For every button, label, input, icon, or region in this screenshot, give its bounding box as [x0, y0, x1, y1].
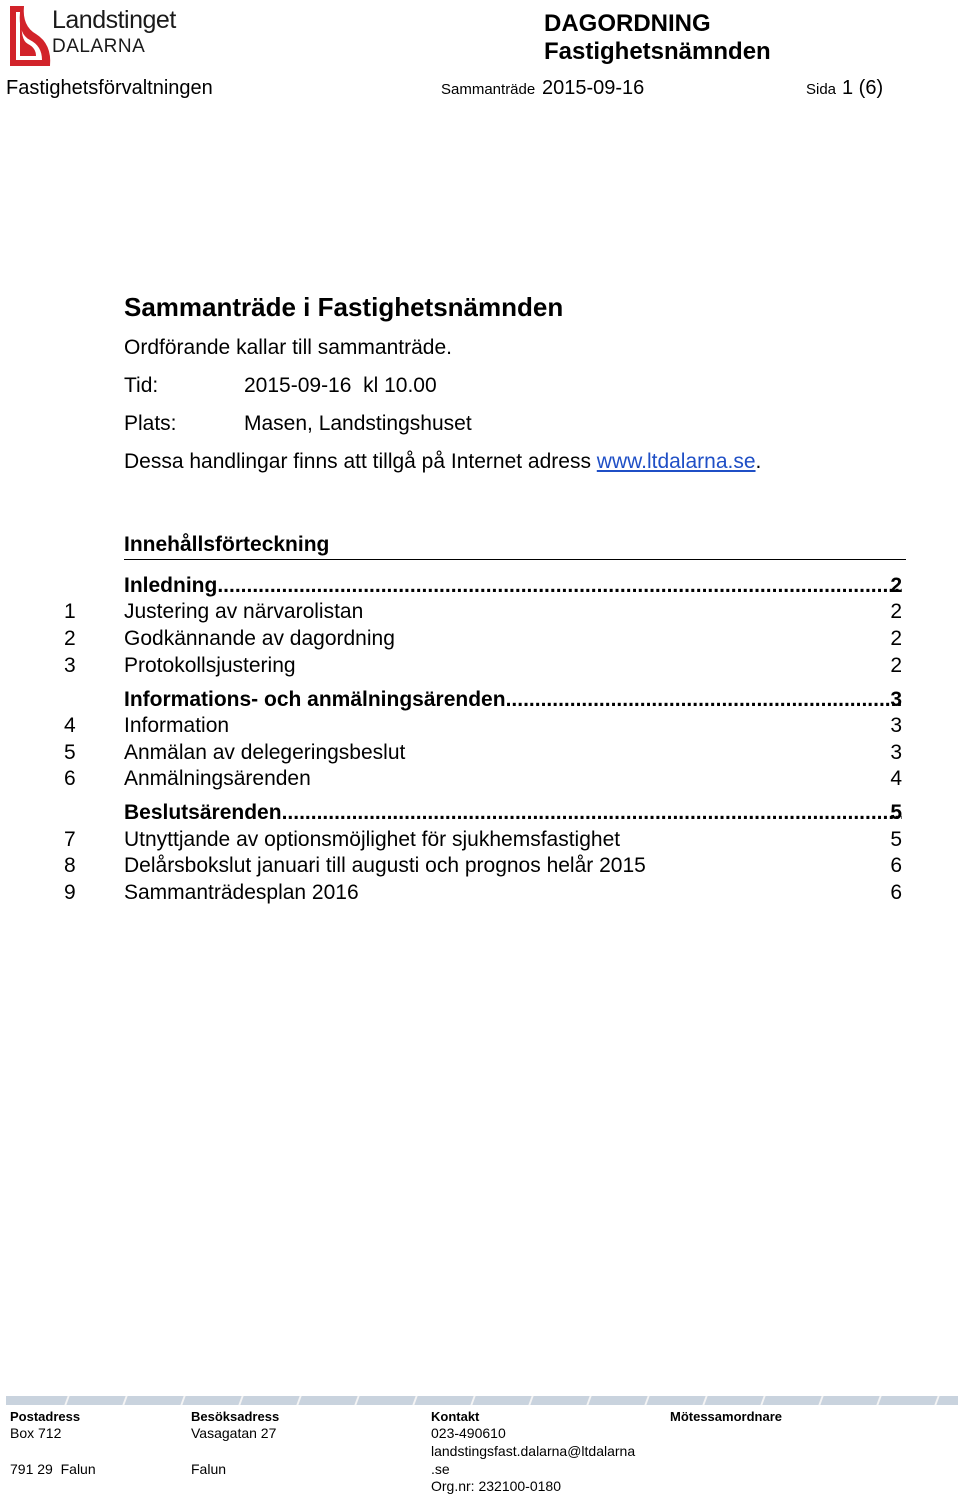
- toc-page-number: 4: [890, 767, 902, 790]
- toc-item-row: [0, 714, 960, 740]
- toc-item-row: [0, 654, 960, 680]
- footer-bar-stripe: [586, 1396, 591, 1405]
- toc-dot-leader: [506, 688, 902, 712]
- toc-item-row: [0, 854, 960, 880]
- toc-entry: [124, 714, 902, 738]
- toc-section-row: [0, 801, 960, 827]
- toc-entry: [124, 654, 902, 678]
- toc-page-number: 3: [890, 741, 902, 764]
- time-label: Tid:: [124, 374, 159, 397]
- toc-entry: [124, 688, 902, 712]
- page-label: Sida: [806, 81, 837, 98]
- time-value: 2015-09-16 kl 10.00: [244, 374, 437, 397]
- toc-item-title: Justering av närvarolistan: [124, 600, 364, 623]
- toc-item-number: 5: [64, 741, 76, 764]
- footer-bar-stripe: [64, 1396, 69, 1405]
- toc-page-number: 2: [890, 574, 902, 597]
- footer-bar-stripe: [644, 1396, 649, 1405]
- toc-item-number: 6: [64, 767, 76, 790]
- toc-page-number: 2: [890, 654, 902, 677]
- toc-entry: [124, 574, 902, 598]
- toc-item-title: Anmälningsärenden: [124, 767, 311, 790]
- toc-page-number: 2: [890, 600, 902, 623]
- toc-page-number: 3: [890, 714, 902, 737]
- toc-entry: [124, 854, 902, 878]
- toc-page-number: 5: [890, 801, 902, 824]
- footer-bar-stripe: [238, 1396, 243, 1405]
- toc-item-number: 4: [64, 714, 76, 737]
- visit-line-2: Falun: [191, 1461, 227, 1477]
- meeting-title: Sammanträde i Fastighetsnämnden: [124, 292, 564, 322]
- toc-item-row: [0, 881, 960, 907]
- contact-org-number: Org.nr: 232100-0180: [431, 1478, 561, 1494]
- access-end: .: [755, 450, 762, 473]
- toc-section-row: [0, 688, 960, 714]
- footer-bar-stripe: [876, 1396, 881, 1405]
- toc-item-number: 7: [64, 828, 76, 851]
- toc-item-title: Information: [124, 714, 230, 737]
- toc-item-title: Informations- och anmälningsärenden: [124, 688, 506, 711]
- toc-page-number: 6: [890, 881, 902, 904]
- toc-item-title: Godkännande av dagordning: [124, 627, 395, 650]
- toc-item-number: 2: [64, 627, 76, 650]
- meeting-coordinator-heading: Mötessamordnare: [670, 1409, 782, 1424]
- toc-item-number: 1: [64, 600, 76, 623]
- footer-bar-stripe: [818, 1396, 823, 1405]
- place-label: Plats:: [124, 412, 177, 435]
- toc-dot-leader: [282, 801, 902, 825]
- toc-item-number: 9: [64, 881, 76, 904]
- toc-entry: [124, 741, 902, 765]
- committee-name: Fastighetsnämnden: [544, 38, 771, 65]
- toc-item-title: Inledning: [124, 574, 218, 597]
- footer-bar-stripe: [412, 1396, 417, 1405]
- toc-item-title: Delårsbokslut januari till augusti och prognos helår 2015: [124, 854, 646, 877]
- contact-phone: 023-490610: [431, 1425, 506, 1441]
- toc-entry: [124, 767, 902, 791]
- website-link[interactable]: www.ltdalarna.se: [596, 450, 756, 473]
- footer-bar-stripe: [122, 1396, 127, 1405]
- logo-region: DALARNA: [52, 36, 146, 57]
- document-type: DAGORDNING: [544, 10, 711, 37]
- logo-name: Landstinget: [52, 6, 176, 34]
- toc-heading: Innehållsförteckning: [124, 533, 330, 556]
- logo-mark-icon: [6, 4, 54, 68]
- contact-heading: Kontakt: [431, 1409, 480, 1424]
- footer-bar-stripe: [528, 1396, 533, 1405]
- contact-email-part-1: landstingsfast.dalarna@ltdalarna: [431, 1443, 636, 1459]
- toc-page-number: 2: [890, 627, 902, 650]
- visit-line-1: Vasagatan 27: [191, 1425, 277, 1441]
- toc-item-title: Anmälan av delegeringsbeslut: [124, 741, 406, 764]
- footer-bar-stripe: [470, 1396, 475, 1405]
- toc-item-row: [0, 600, 960, 626]
- toc-entry: [124, 801, 902, 825]
- toc-page-number: 5: [890, 828, 902, 851]
- toc-item-title: Sammanträdesplan 2016: [124, 881, 359, 904]
- toc-item-title: Protokollsjustering: [124, 654, 296, 677]
- page-number: 1 (6): [842, 77, 884, 99]
- toc-item-number: 3: [64, 654, 76, 677]
- meeting-intro: Ordförande kallar till sammanträde.: [124, 336, 452, 359]
- toc-section-row: [0, 574, 960, 600]
- footer-bar-stripe: [354, 1396, 359, 1405]
- meeting-date: 2015-09-16: [542, 77, 645, 99]
- meeting-label: Sammanträde: [441, 81, 536, 98]
- footer-bar-stripe: [934, 1396, 939, 1405]
- postal-line-2: 791 29 Falun: [10, 1461, 96, 1477]
- toc-entry: [124, 627, 902, 651]
- toc-entry: [124, 881, 902, 905]
- toc-item-number: 8: [64, 854, 76, 877]
- toc-item-row: [0, 741, 960, 767]
- access-text: Dessa handlingar finns att tillgå på Internet adress: [124, 450, 597, 473]
- visit-heading: Besöksadress: [191, 1409, 280, 1424]
- footer-bar-stripe: [296, 1396, 301, 1405]
- footer-decorative-bar: [6, 1396, 958, 1405]
- toc-entry: [124, 828, 902, 852]
- toc-page-number: 6: [890, 854, 902, 877]
- toc-page-number: 3: [890, 688, 902, 711]
- toc-item-row: [0, 627, 960, 653]
- toc-item-row: [0, 828, 960, 854]
- toc-dot-leader: [217, 574, 902, 598]
- access-note: [124, 450, 761, 474]
- logo-text: [52, 8, 176, 56]
- place-value: Masen, Landstingshuset: [244, 412, 472, 435]
- toc-item-title: Beslutsärenden: [124, 801, 282, 824]
- footer-bar-stripe: [702, 1396, 707, 1405]
- footer-bar-stripe: [760, 1396, 765, 1405]
- toc-item-title: Utnyttjande av optionsmöjlighet för sjukhemsfastighet: [124, 828, 621, 851]
- organisation-name: Fastighetsförvaltningen: [6, 77, 213, 99]
- toc-item-row: [0, 767, 960, 793]
- postal-line-1: Box 712: [10, 1425, 62, 1441]
- footer-bar-stripe: [180, 1396, 185, 1405]
- contact-email-part-2: .se: [431, 1461, 450, 1477]
- toc-entry: [124, 600, 902, 624]
- toc-divider: [124, 559, 906, 560]
- postal-heading: Postadress: [10, 1409, 81, 1424]
